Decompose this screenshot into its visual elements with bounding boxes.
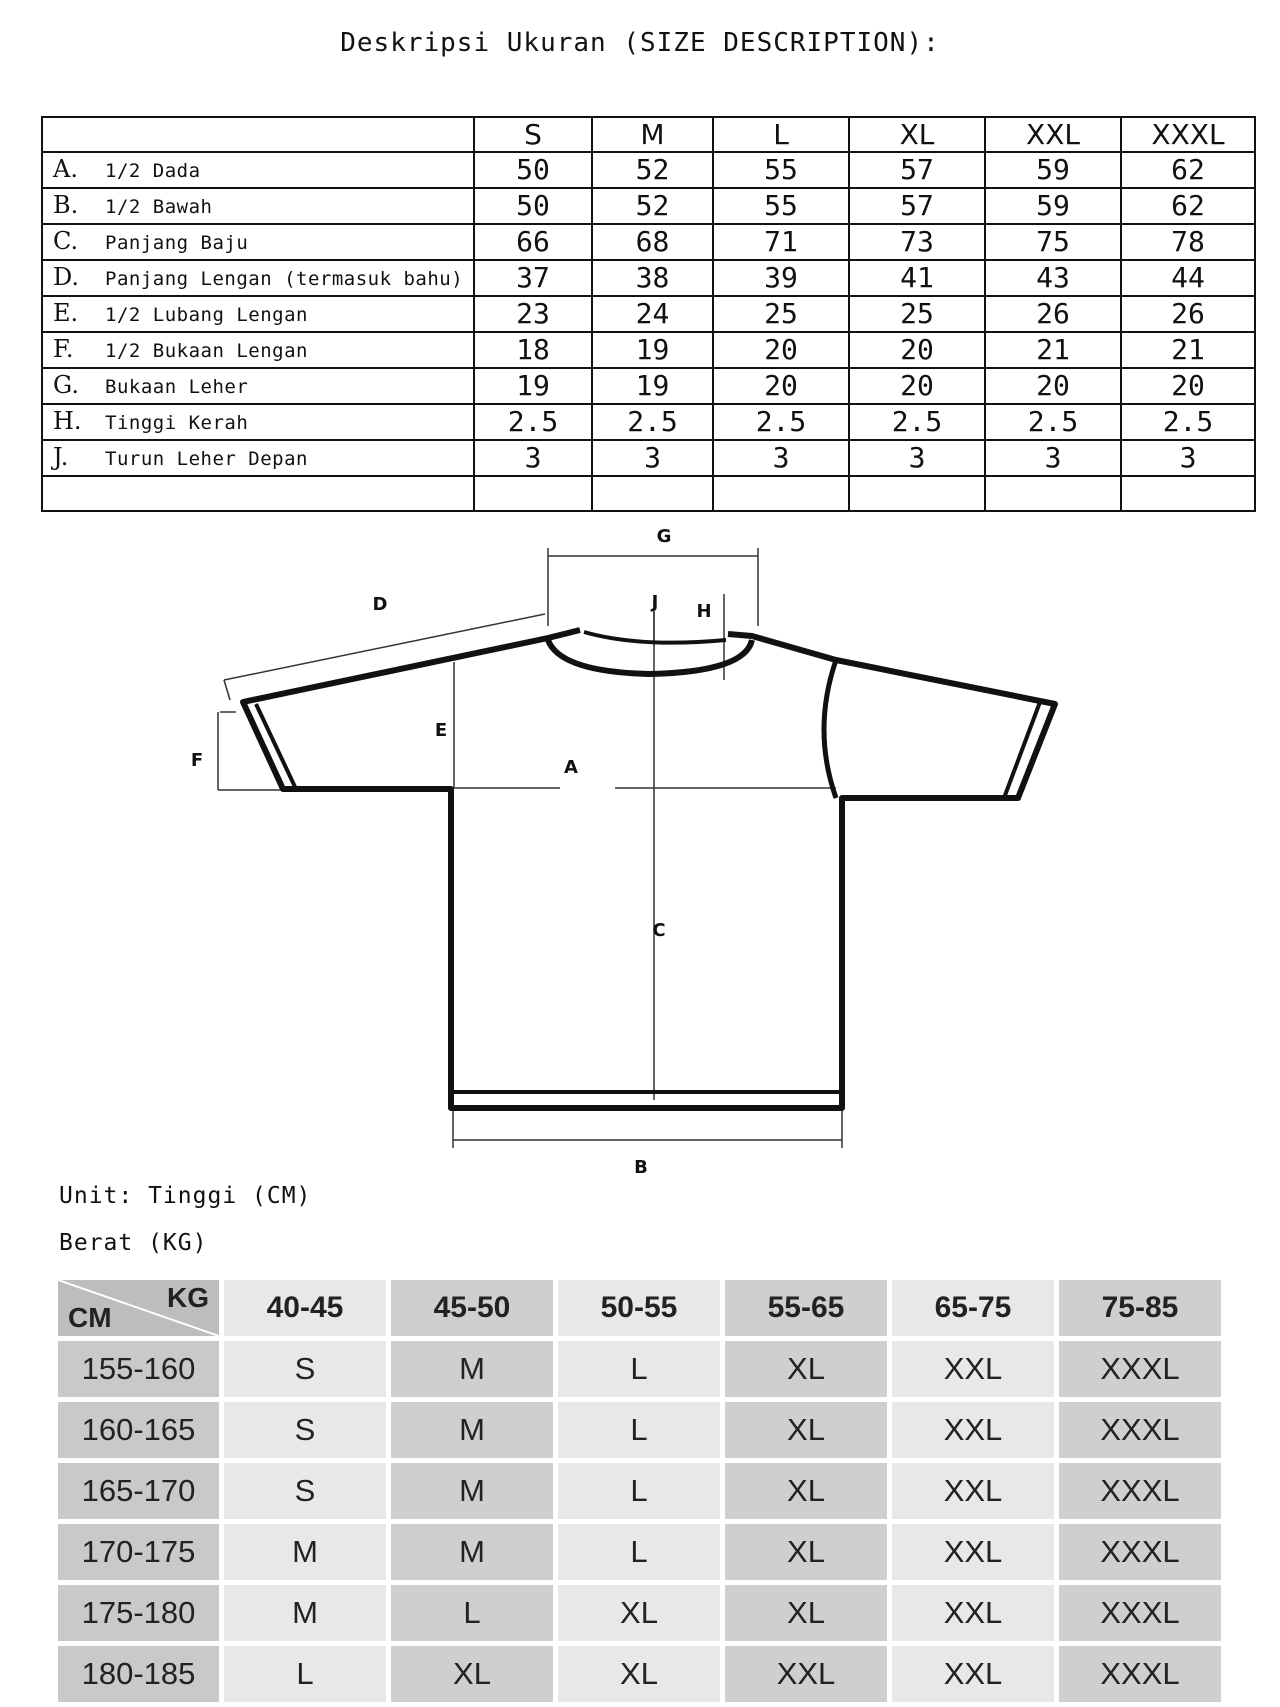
size-header-cell: XXXL xyxy=(1121,117,1255,152)
measurement-value-cell: 3 xyxy=(592,440,713,476)
measurement-label-cell xyxy=(42,332,474,368)
height-range-cell: 175-180 xyxy=(58,1585,219,1641)
measurement-row xyxy=(42,260,1255,296)
measurement-value-cell: 62 xyxy=(1121,188,1255,224)
measurement-value-cell: 3 xyxy=(849,440,985,476)
tshirt-measurement-diagram xyxy=(0,510,1280,1180)
measurement-letter: A. xyxy=(53,155,78,183)
recommended-size-cell: S xyxy=(224,1402,386,1458)
recommended-size-cell: XL xyxy=(725,1402,887,1458)
measurement-label-cell xyxy=(42,224,474,260)
recommended-size-cell: XXL xyxy=(892,1463,1054,1519)
measurement-letter: G. xyxy=(53,371,79,399)
empty-cell xyxy=(1121,476,1255,511)
unit-weight-label: Berat (KG) xyxy=(59,1230,208,1256)
recommended-size-cell: XXXL xyxy=(1059,1402,1221,1458)
measurement-label-cell xyxy=(42,404,474,440)
measurement-value-cell: 73 xyxy=(849,224,985,260)
measurement-name: 1/2 Bukaan Lengan xyxy=(105,340,308,362)
height-row xyxy=(58,1402,1221,1458)
recommended-size-cell: L xyxy=(391,1585,553,1641)
recommended-size-cell: L xyxy=(558,1524,720,1580)
corner-cell xyxy=(58,1280,219,1336)
measurement-value-cell: 2.5 xyxy=(474,404,592,440)
recommended-size-cell: M xyxy=(224,1524,386,1580)
size-header-cell: XL xyxy=(849,117,985,152)
measurement-value-cell: 20 xyxy=(713,368,849,404)
measurement-value-cell: 3 xyxy=(474,440,592,476)
measurement-value-cell: 20 xyxy=(985,368,1121,404)
measurement-value-cell: 23 xyxy=(474,296,592,332)
recommended-size-cell: M xyxy=(224,1585,386,1641)
measurement-value-cell: 78 xyxy=(1121,224,1255,260)
measurement-letter: J. xyxy=(53,443,69,471)
empty-cell xyxy=(474,476,592,511)
measurement-name: Panjang Baju xyxy=(105,232,249,254)
measurement-row xyxy=(42,404,1255,440)
diagram-label-b: B xyxy=(634,1157,648,1178)
height-row xyxy=(58,1463,1221,1519)
measurement-value-cell: 52 xyxy=(592,188,713,224)
measurement-value-cell: 55 xyxy=(713,188,849,224)
diagram-label-d: D xyxy=(372,594,388,615)
measurement-value-cell: 20 xyxy=(849,368,985,404)
size-header-row xyxy=(42,117,1255,152)
height-row xyxy=(58,1585,1221,1641)
measurement-value-cell: 18 xyxy=(474,332,592,368)
height-range-cell: 160-165 xyxy=(58,1402,219,1458)
measurement-value-cell: 24 xyxy=(592,296,713,332)
recommended-size-cell: XL xyxy=(558,1585,720,1641)
header-blank-cell xyxy=(42,117,474,152)
measurement-value-cell: 2.5 xyxy=(1121,404,1255,440)
height-range-cell: 165-170 xyxy=(58,1463,219,1519)
measurement-value-cell: 50 xyxy=(474,152,592,188)
diagram-label-h: H xyxy=(696,601,712,622)
measurement-row xyxy=(42,296,1255,332)
weight-header-cell: 75-85 xyxy=(1059,1280,1221,1336)
measurement-value-cell: 3 xyxy=(713,440,849,476)
measurement-label-cell xyxy=(42,260,474,296)
measurement-name: Panjang Lengan (termasuk bahu) xyxy=(105,268,464,290)
measurement-row xyxy=(42,224,1255,260)
measurement-value-cell: 2.5 xyxy=(985,404,1121,440)
recommended-size-cell: XXL xyxy=(892,1646,1054,1702)
measurement-value-cell: 26 xyxy=(1121,296,1255,332)
recommended-size-cell: S xyxy=(224,1463,386,1519)
recommended-size-cell: XXL xyxy=(892,1341,1054,1397)
measurement-value-cell: 44 xyxy=(1121,260,1255,296)
diagram-label-c: C xyxy=(652,920,666,941)
recommended-size-cell: M xyxy=(391,1524,553,1580)
measurement-value-cell: 57 xyxy=(849,188,985,224)
measurement-value-cell: 71 xyxy=(713,224,849,260)
measurement-name: 1/2 Bawah xyxy=(105,196,213,218)
size-header-cell: XXL xyxy=(985,117,1121,152)
measurement-value-cell: 2.5 xyxy=(849,404,985,440)
size-header-cell: L xyxy=(713,117,849,152)
measurement-letter: C. xyxy=(53,227,79,255)
measurement-label-cell xyxy=(42,152,474,188)
measurement-row xyxy=(42,368,1255,404)
height-range-cell: 170-175 xyxy=(58,1524,219,1580)
diagram-label-j: J xyxy=(651,592,659,613)
recommended-size-cell: XL xyxy=(725,1585,887,1641)
measurement-letter: F. xyxy=(53,335,74,363)
measurement-value-cell: 19 xyxy=(592,368,713,404)
empty-cell xyxy=(985,476,1121,511)
measurement-row xyxy=(42,188,1255,224)
measurement-label-cell xyxy=(42,440,474,476)
recommended-size-cell: L xyxy=(558,1402,720,1458)
size-description-table xyxy=(41,116,1256,512)
measurement-letter: D. xyxy=(53,263,80,291)
weight-header-cell: 50-55 xyxy=(558,1280,720,1336)
measurement-value-cell: 20 xyxy=(713,332,849,368)
recommended-size-cell: XL xyxy=(725,1341,887,1397)
recommended-size-cell: XXL xyxy=(892,1402,1054,1458)
measurement-letter: E. xyxy=(53,299,79,327)
height-row xyxy=(58,1646,1221,1702)
recommended-size-cell: XL xyxy=(391,1646,553,1702)
measurement-value-cell: 50 xyxy=(474,188,592,224)
recommended-size-cell: XXXL xyxy=(1059,1341,1221,1397)
measurement-name: Tinggi Kerah xyxy=(105,412,249,434)
height-row xyxy=(58,1524,1221,1580)
recommended-size-cell: L xyxy=(558,1341,720,1397)
recommended-size-cell: M xyxy=(391,1463,553,1519)
measurement-value-cell: 62 xyxy=(1121,152,1255,188)
empty-cell xyxy=(592,476,713,511)
measurement-value-cell: 55 xyxy=(713,152,849,188)
measurement-value-cell: 57 xyxy=(849,152,985,188)
weight-header-cell: 55-65 xyxy=(725,1280,887,1336)
recommended-size-cell: XXL xyxy=(892,1524,1054,1580)
measurement-value-cell: 3 xyxy=(985,440,1121,476)
measurement-value-cell: 75 xyxy=(985,224,1121,260)
recommended-size-cell: M xyxy=(391,1341,553,1397)
recommended-size-cell: M xyxy=(391,1402,553,1458)
size-header-cell: M xyxy=(592,117,713,152)
measurement-name: Turun Leher Depan xyxy=(105,448,308,470)
height-range-cell: 155-160 xyxy=(58,1341,219,1397)
measurement-value-cell: 20 xyxy=(849,332,985,368)
measurement-name: 1/2 Lubang Lengan xyxy=(105,304,308,326)
measurement-value-cell: 59 xyxy=(985,188,1121,224)
recommended-size-cell: XXXL xyxy=(1059,1463,1221,1519)
collar-outer xyxy=(548,640,752,674)
recommended-size-cell: XL xyxy=(558,1646,720,1702)
measurement-value-cell: 37 xyxy=(474,260,592,296)
measurement-value-cell: 25 xyxy=(849,296,985,332)
measurement-value-cell: 21 xyxy=(1121,332,1255,368)
measurement-value-cell: 19 xyxy=(474,368,592,404)
measurement-value-cell: 66 xyxy=(474,224,592,260)
unit-height-label: Unit: Tinggi (CM) xyxy=(59,1183,312,1209)
measurement-value-cell: 41 xyxy=(849,260,985,296)
collar-inner xyxy=(584,632,726,643)
weight-header-cell: 65-75 xyxy=(892,1280,1054,1336)
recommended-size-cell: XXL xyxy=(725,1646,887,1702)
recommended-size-cell: XXL xyxy=(892,1585,1054,1641)
diagram-label-a: A xyxy=(564,757,578,778)
measurement-value-cell: 20 xyxy=(1121,368,1255,404)
measurement-value-cell: 19 xyxy=(592,332,713,368)
measurement-value-cell: 2.5 xyxy=(592,404,713,440)
recommended-size-cell: S xyxy=(224,1341,386,1397)
recommended-size-cell: L xyxy=(558,1463,720,1519)
size-header-cell: S xyxy=(474,117,592,152)
corner-cm-label: CM xyxy=(68,1302,112,1333)
empty-cell xyxy=(42,476,474,511)
measurement-label-cell xyxy=(42,188,474,224)
diagram-label-e: E xyxy=(434,720,448,741)
measurement-letter: H. xyxy=(53,407,82,435)
measurement-value-cell: 2.5 xyxy=(713,404,849,440)
dim-tick-d xyxy=(224,680,230,700)
measurement-value-cell: 21 xyxy=(985,332,1121,368)
armhole-right xyxy=(824,660,836,798)
measurement-row xyxy=(42,332,1255,368)
measurement-value-cell: 68 xyxy=(592,224,713,260)
height-weight-fit-table xyxy=(53,1275,1226,1707)
weight-header-cell: 45-50 xyxy=(391,1280,553,1336)
measurement-row xyxy=(42,152,1255,188)
diagram-label-f: F xyxy=(190,750,204,771)
measurement-value-cell: 25 xyxy=(713,296,849,332)
empty-cell xyxy=(713,476,849,511)
measurement-row xyxy=(42,440,1255,476)
height-range-cell: 180-185 xyxy=(58,1646,219,1702)
recommended-size-cell: XL xyxy=(725,1524,887,1580)
diagram-label-g: G xyxy=(656,526,672,547)
measurement-name: 1/2 Dada xyxy=(105,160,201,182)
weight-header-row xyxy=(58,1280,1221,1336)
shirt-outline xyxy=(243,630,1055,1108)
measurement-value-cell: 59 xyxy=(985,152,1121,188)
recommended-size-cell: XL xyxy=(725,1463,887,1519)
recommended-size-cell: XXXL xyxy=(1059,1585,1221,1641)
empty-row xyxy=(42,476,1255,511)
measurement-value-cell: 38 xyxy=(592,260,713,296)
measurement-value-cell: 39 xyxy=(713,260,849,296)
empty-cell xyxy=(849,476,985,511)
recommended-size-cell: XXXL xyxy=(1059,1524,1221,1580)
measurement-name: Bukaan Leher xyxy=(105,376,249,398)
recommended-size-cell: L xyxy=(224,1646,386,1702)
measurement-value-cell: 43 xyxy=(985,260,1121,296)
measurement-value-cell: 3 xyxy=(1121,440,1255,476)
height-row xyxy=(58,1341,1221,1397)
measurement-label-cell xyxy=(42,296,474,332)
measurement-value-cell: 26 xyxy=(985,296,1121,332)
measurement-label-cell xyxy=(42,368,474,404)
measurement-letter: B. xyxy=(53,191,79,219)
page-title: Deskripsi Ukuran (SIZE DESCRIPTION): xyxy=(340,28,940,58)
measurement-value-cell: 52 xyxy=(592,152,713,188)
weight-header-cell: 40-45 xyxy=(224,1280,386,1336)
corner-kg-label: KG xyxy=(167,1282,209,1313)
recommended-size-cell: XXXL xyxy=(1059,1646,1221,1702)
